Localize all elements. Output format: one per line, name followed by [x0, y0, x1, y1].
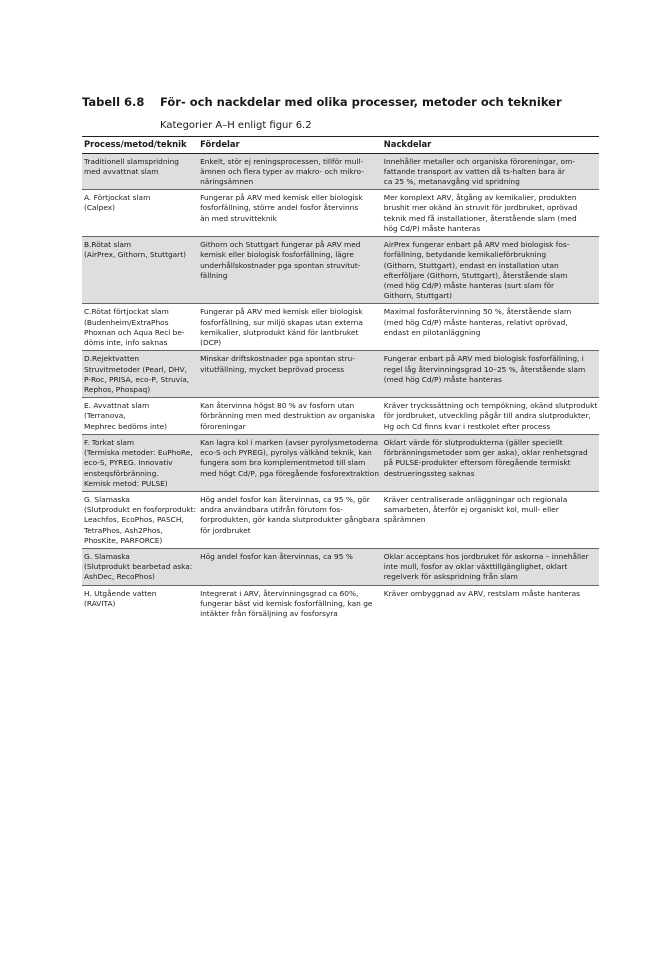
cell-line: Hg och Cd finns kvar i restkolet efter process: [383, 421, 551, 431]
cell-line: Kräver ombyggnad av ARV, restslam måste hanteras: [383, 588, 581, 598]
cell-line: Githorn, Stuttgart): [383, 291, 453, 301]
cell-line: för jordbruket: [200, 525, 251, 535]
cell-line: Enkelt, stör ej reningsprocessen, tillför mull-: [200, 156, 364, 166]
cell-line: forprodukten, gör kanda slutprodukter gångbara: [200, 515, 380, 525]
cell-line: Integrerat i ARV, återvinningsgrad ca 60%,: [200, 588, 359, 598]
cell-line: intäkter från försäljning av fosforsyra: [200, 609, 338, 619]
process-cell: [82, 237, 198, 304]
column-header-cons: Nackdelar: [382, 137, 599, 154]
cell-line: (Budenheim/ExtraPhos: [84, 317, 169, 327]
cell-line: F. Torkat slam: [84, 437, 135, 447]
cell-line: (Slutprodukt en fosforprodukt:: [84, 505, 197, 515]
cell-line: döms inte, info saknas: [84, 338, 168, 348]
comparison-table: [82, 136, 599, 621]
cell-line: fattande transport av vatten då ts-halten bara är: [383, 166, 565, 176]
cell-line: fosforfällning, större andel fosfor återvinns: [200, 203, 359, 213]
pros-cell: [198, 549, 382, 586]
table-title: För- och nackdelar med olika processer, metoder och tekniker: [160, 95, 562, 109]
cell-line: AshDec, RecoPhos): [84, 572, 155, 582]
process-cell: [82, 434, 198, 491]
cons-cell: [382, 434, 599, 491]
cell-line: spårämnen: [383, 515, 426, 525]
cell-line: ca 25 %, metanavgång vid spridning: [383, 177, 520, 187]
cell-line: regelverk för askspridning från slam: [383, 572, 518, 582]
cell-line: AirPrex fungerar enbart på ARV med biologisk fos-: [383, 240, 570, 250]
cell-line: fosforfällning, sur miljö skapas utan externa: [200, 317, 363, 327]
cell-line: Maximal fosforåtervinning 50 %, återstående slam: [383, 307, 572, 317]
table-row: [82, 549, 599, 586]
cell-line: Minskar driftskostnader pga spontan stru-: [200, 354, 355, 364]
cell-line: Hög andel fosfor kan återvinnas, ca 95 %: [200, 552, 353, 562]
cell-line: (DCP): [200, 338, 222, 348]
cell-line: Kräver tryckssättning och tempökning, okänd slutprodukt: [383, 401, 598, 411]
cell-line: Kemisk metod: PULSE): [84, 478, 168, 488]
cell-line: B.Rötat slam: [84, 240, 132, 250]
cell-line: fungera som bra komplementmetod till slam: [200, 458, 366, 468]
table-caption: [82, 95, 562, 109]
cell-line: (Githorn, Stuttgart), endast en installation utan: [383, 260, 559, 270]
cell-line: Kräver centraliserade anläggningar och regionala: [383, 494, 568, 504]
cell-line: förbränning men med destruktion av organiska: [200, 411, 375, 421]
cell-line: kemikalier, slutprodukt känd för lantbruket: [200, 327, 359, 337]
cell-line: G. Slamaska: [84, 552, 130, 562]
cell-line: Oklar acceptans hos jordbruket för askorna – innehåller: [383, 552, 589, 562]
column-header-process: Process/metod/teknik: [82, 137, 198, 154]
process-cell: [82, 398, 198, 435]
cell-line: på PULSE-produkter eftersom föregående termiskt: [383, 458, 571, 468]
cell-line: Kan lagra kol i marken (avser pyrolysmetoderna: [200, 437, 379, 447]
cell-line: efterföljare (Githorn, Stuttgart), återstående slam: [383, 270, 568, 280]
cell-line: Githorn och Stuttgart fungerar på ARV med: [200, 240, 361, 250]
cell-line: förbränningsmetoder som ger aska), oklar renhetsgrad: [383, 448, 588, 458]
table-row: [82, 398, 599, 435]
cons-cell: [382, 153, 599, 190]
cell-line: (AirPrex, Githorn, Stuttgart): [84, 250, 187, 260]
cell-line: forfällning, betydande kemikalieförbrukning: [383, 250, 547, 260]
cell-line: fungerar bäst vid kemisk fosforfällning, kan ge: [200, 598, 373, 608]
pros-cell: [198, 434, 382, 491]
cell-line: A. Förtjockat slam: [84, 193, 151, 203]
cell-line: C.Rötat förtjockat slam: [84, 307, 169, 317]
cons-cell: [382, 237, 599, 304]
cell-line: Oklart värde för slutprodukterna (gäller speciellt: [383, 437, 563, 447]
cell-line: Mer komplext ARV, åtgång av kemikalier, produkten: [383, 193, 577, 203]
cell-line: destrueringssteg saknas: [383, 468, 475, 478]
cell-line: fällning: [200, 270, 228, 280]
cons-cell: [382, 351, 599, 398]
table-number: Tabell 6.8: [82, 95, 145, 109]
cell-line: (med hög Cd/P) måste hanteras, relativt oprövad,: [383, 317, 568, 327]
table-row: [82, 237, 599, 304]
cell-line: (Slutprodukt bearbetad aska:: [84, 562, 193, 572]
cell-line: Fungerar på ARV med kemisk eller biologisk: [200, 193, 363, 203]
cell-line: med högt Cd/P, pga föregående fosforextraktion: [200, 468, 380, 478]
pros-cell: [198, 585, 382, 621]
cons-cell: [382, 585, 599, 621]
cell-line: hög Cd/P) måste hanteras: [383, 223, 481, 233]
cell-line: eco-S, PYREG. Innovativ: [84, 458, 173, 468]
cell-line: PhosKite, PARFORCE): [84, 535, 163, 545]
cell-line: (Calpex): [84, 203, 115, 213]
cell-line: än med struvitteknik: [200, 213, 277, 223]
cell-line: vitutfällning, mycket beprövad process: [200, 364, 345, 374]
pros-cell: [198, 304, 382, 351]
table-row: [82, 190, 599, 237]
cell-line: Traditionell slamspridning: [84, 156, 179, 166]
table-header-row: [82, 137, 599, 154]
cell-line: (med hög Cd/P) måste hanteras (surt slam för: [383, 281, 555, 290]
table-row: [82, 434, 599, 491]
cell-line: andra användbara utifrån förutom fos-: [200, 505, 343, 515]
pros-cell: [198, 351, 382, 398]
table-row: [82, 153, 599, 190]
cell-line: eco-S och PYREG), pyrolys välkänd teknik, kan: [200, 448, 372, 458]
cell-line: Kan återvinna högst 80 % av fosforn utan: [200, 401, 355, 411]
table-row: [82, 585, 599, 621]
cell-line: med avvattnat slam: [84, 166, 159, 176]
cons-cell: [382, 398, 599, 435]
cell-line: teknik med få installationer, återstående slam (med: [383, 213, 577, 223]
process-cell: [82, 491, 198, 548]
cell-line: Leachfos, EcoPhos, PASCH,: [84, 515, 184, 525]
table-row: [82, 491, 599, 548]
cell-line: näringsämnen: [200, 177, 254, 187]
process-cell: [82, 351, 198, 398]
pros-cell: [198, 190, 382, 237]
cell-line: underhållskostnader pga spontan struvitut-: [200, 260, 361, 270]
process-cell: [82, 153, 198, 190]
cell-line: TetraPhos, Ash2Phos,: [84, 525, 163, 535]
cell-line: Fungerar på ARV med kemisk eller biologisk: [200, 307, 363, 317]
process-cell: [82, 585, 198, 621]
cell-line: kemisk eller biologisk fosforfällning, lägre: [200, 250, 354, 260]
cell-line: (Terranova,: [84, 411, 126, 421]
cell-line: Innehåller metaller och organiska föroreningar, om-: [383, 156, 575, 166]
pros-cell: [198, 237, 382, 304]
cons-cell: [382, 190, 599, 237]
cell-line: Struvitmetoder (Pearl, DHV,: [84, 364, 188, 374]
cell-line: samarbeten, återför ej organiskt kol, mull- eller: [383, 505, 559, 515]
cell-line: Mephrec bedöms inte): [84, 421, 168, 431]
cell-line: D.Rejektvatten: [84, 354, 140, 364]
cell-line: för jordbruket, utveckling pågår till andra slutprodukter,: [383, 411, 591, 421]
cell-line: Phoxnan och Aqua Reci be-: [84, 327, 185, 337]
cons-cell: [382, 304, 599, 351]
cell-line: (Termiska metoder: EuPhoRe,: [84, 448, 193, 458]
cell-line: E. Avvattnat slam: [84, 401, 150, 411]
pros-cell: [198, 153, 382, 190]
column-header-pros: Fördelar: [198, 137, 382, 154]
cell-line: brushit mer okänd än struvit för jordbruket, oprövad: [383, 203, 578, 213]
cell-line: Hög andel fosfor kan återvinnas, ca 95 %, gör: [200, 494, 370, 504]
cell-line: (RAVITA): [84, 598, 116, 608]
process-cell: [82, 304, 198, 351]
cell-line: endast en pilotanläggning: [383, 327, 481, 337]
cell-line: föroreningar: [200, 421, 246, 431]
table-subtitle: Kategorier A–H enligt figur 6.2: [160, 120, 312, 131]
process-cell: [82, 190, 198, 237]
cell-line: H. Utgående vatten: [84, 588, 157, 598]
table-row: [82, 351, 599, 398]
pros-cell: [198, 491, 382, 548]
cons-cell: [382, 491, 599, 548]
cell-line: P-Roc, PRISA, eco-P, Struvia,: [84, 374, 190, 384]
pros-cell: [198, 398, 382, 435]
cell-line: ämnen och flera typer av makro- och mikro-: [200, 166, 364, 176]
cell-line: Rephos, Phospaq): [84, 384, 151, 394]
cell-line: ensteqsförbränning.: [84, 468, 159, 478]
cell-line: Fungerar enbart på ARV med biologisk fosforfällning, i: [383, 354, 584, 364]
cell-line: (med hög Cd/P) måste hanteras: [383, 374, 502, 384]
process-cell: [82, 549, 198, 586]
cell-line: inte mull, fosfor av oklar växttillgänglighet, oklart: [383, 562, 568, 572]
table-body: [82, 153, 599, 621]
cell-line: G. Slamaska: [84, 494, 130, 504]
table-row: [82, 304, 599, 351]
cons-cell: [382, 549, 599, 586]
cell-line: regel låg återvinningsgrad 10–25 %, återstående slam: [383, 364, 586, 374]
